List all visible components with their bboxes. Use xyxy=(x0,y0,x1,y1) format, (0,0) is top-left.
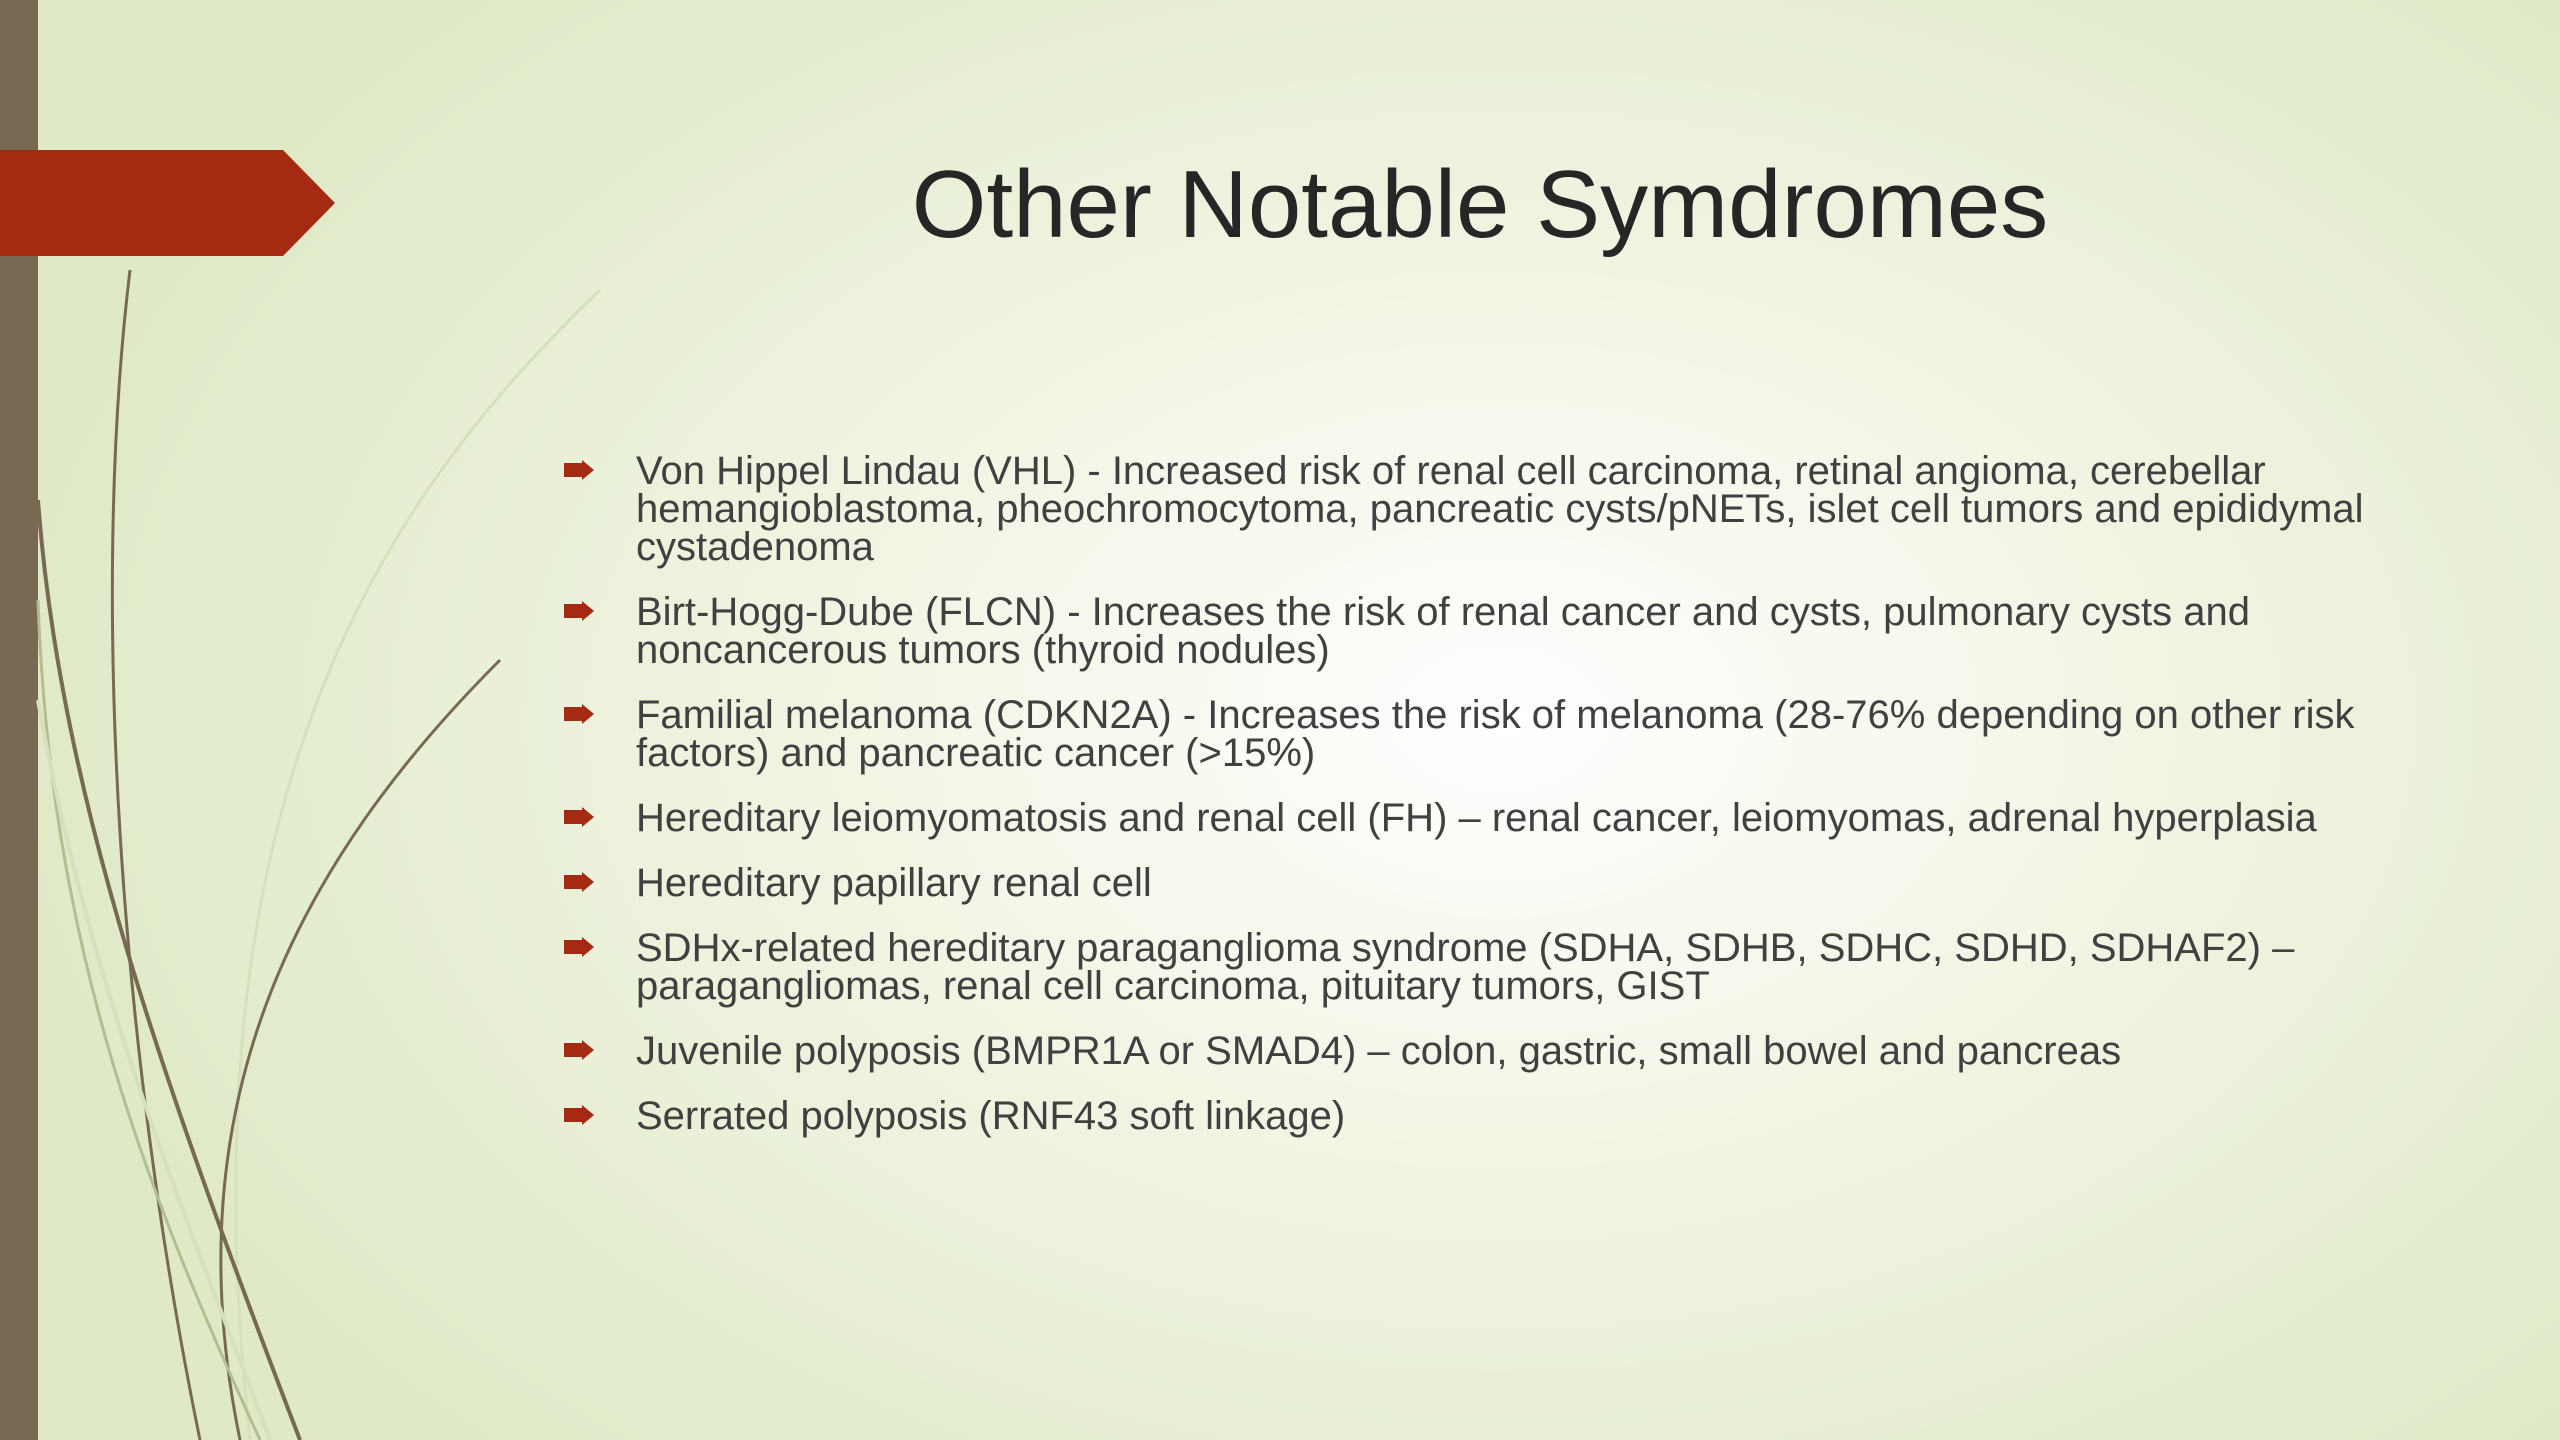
list-item xyxy=(560,926,2380,1008)
arrow-bullet-icon xyxy=(564,872,594,892)
bullet-text: Familial melanoma (CDKN2A) - Increases the risk of melanoma (28-76% depending on other risk factors) and pancreatic cancer (>15%) xyxy=(636,693,2355,775)
bullet-text: SDHx-related hereditary paraganglioma syndrome (SDHA, SDHB, SDHC, SDHD, SDHAF2) – paragangliomas, renal cell carcinoma, pituitary tumors, GIST xyxy=(636,926,2295,1008)
list-item xyxy=(560,1094,2380,1138)
bullet-text: Birt-Hogg-Dube (FLCN) - Increases the risk of renal cancer and cysts, pulmonary cysts and noncancerous tumors (thyroid nodules) xyxy=(636,590,2250,672)
arrow-bullet-icon xyxy=(564,704,594,724)
bullet-text: Serrated polyposis (RNF43 soft linkage) xyxy=(636,1094,1346,1138)
list-item xyxy=(560,796,2380,840)
title-arrow-shape xyxy=(0,150,335,256)
list-item xyxy=(560,1029,2380,1073)
bullet-text: Von Hippel Lindau (VHL) - Increased risk of renal cell carcinoma, retinal angioma, cerebellar hemangioblastoma, pheochromocytoma, pancreatic cysts/pNETs, islet cell tumors and epididymal cystadenoma xyxy=(636,449,2364,569)
bullet-text: Juvenile polyposis (BMPR1A or SMAD4) – colon, gastric, small bowel and pancreas xyxy=(636,1029,2122,1073)
list-item xyxy=(560,693,2380,775)
arrow-bullet-icon xyxy=(564,937,594,957)
bullet-list xyxy=(560,449,2380,1162)
list-item xyxy=(560,449,2380,569)
arrow-bullet-icon xyxy=(564,601,594,621)
page-title: Other Notable Symdromes xyxy=(911,151,2049,258)
list-item xyxy=(560,590,2380,672)
arrow-bullet-icon xyxy=(564,1105,594,1125)
arrow-bullet-icon xyxy=(564,807,594,827)
bullet-text: Hereditary leiomyomatosis and renal cell (FH) – renal cancer, leiomyomas, adrenal hyperplasia xyxy=(636,796,2317,840)
list-item xyxy=(560,861,2380,905)
arrow-bullet-icon xyxy=(564,1040,594,1060)
arrow-bullet-icon xyxy=(564,460,594,480)
bullet-text: Hereditary papillary renal cell xyxy=(636,861,1152,905)
